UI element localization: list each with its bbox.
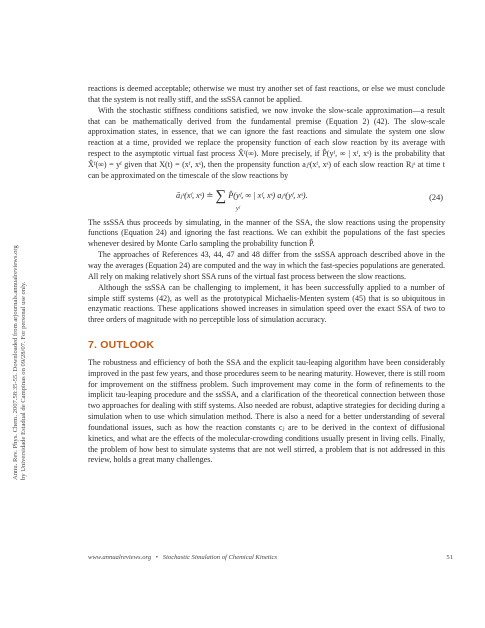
section-heading: 7. OUTLOOK xyxy=(88,339,155,352)
running-title: Stochastic Simulation of Chemical Kinetics xyxy=(162,554,278,561)
download-notice-line-2: by Universidade Estadual de Campinas on 09/28/07. For personal use only. xyxy=(20,281,28,480)
page-footer xyxy=(88,554,453,561)
footer-url: www.annualreviews.org xyxy=(88,554,152,561)
paragraph-outlook: The robustness and efficiency of both the SSA and the explicit tau-leaping algorithm have been considerably improved in the past few years, and those procedures seem to be nearing maturity. However, there is still room for improvement on the stiffness problem. Such improvement may come in the form of refinements to the implicit tau-leaping procedure and the ssSSA, and a clarification of the theoretical connection between those two approaches for dealing with stiff systems. Also needed are robust, adaptive strategies for deciding during a simulation when to use which simulation method. There is also a need for a better understanding of several foundational issues, such as how the reaction constants cⱼ are to be derived in the context of diffusional kinetics, and what are the effects of the molecular-crowding conditions usually present in living cells. Finally, the problem of how best to simulate systems that are not well stirred, a problem that is not addressed in this review, holds a great many challenges. xyxy=(88,357,445,465)
summation-index: yᶠ xyxy=(236,205,240,212)
download-notice xyxy=(12,180,38,480)
paragraph-applications: Although the ssSSA can be challenging to implement, it has been successfully applied to a number of simple stiff systems (42), as well as the prototypical Michaelis-Menten system (45) that is so ubiquitous in enzymatic reactions. These applications showed increases in simulation speed over the exact SSA of two to three orders of magnitude with no perceptible loss of simulation accuracy. xyxy=(88,282,445,325)
paragraph-sssa-procedure: The ssSSA thus proceeds by simulating, in the manner of the SSA, the slow reactions using the propensity functions (Equation 24) and ignoring the fast reactions. We can exhibit the populations of the fast species whenever desired by Monte Carlo sampling the probability function P̂. xyxy=(88,217,445,249)
equation-24 xyxy=(88,185,445,215)
page-number: 51 xyxy=(446,554,453,561)
equation-rhs: P̂(yᶠ, ∞ | xᶠ, xˢ) aⱼˢ(yᶠ, xˢ). xyxy=(228,190,308,200)
paragraph-slow-scale: With the stochastic stiffness conditions satisfied, we now invoke the slow-scale approximation—a result that can be mathematically derived from the fundamental premise (Equation 2) (42). The slow-scale approximation states, in essence, that we can ignore the fast reactions and simulate the system one slow reaction at a time, provided we replace the propensity function of each slow reaction by its average with respect to the asymptotic virtual fast process X̂ᶠ(∞). More precisely, if P̂(yᶠ, ∞ | xᶠ, xˢ) is the probability that X̂ᶠ(∞) = yᶠ given that X(t) = (xᶠ, xˢ), then the propensity function aⱼˢ(xᶠ, xˢ) of each slow reaction Rⱼˢ at time t can be approximated on the timescale of the slow reactions by xyxy=(88,105,445,180)
summation-symbol: ∑ xyxy=(215,187,227,204)
equation-body xyxy=(176,187,308,204)
equation-lhs: āⱼˢ(xᶠ, xˢ) ≐ xyxy=(176,190,214,200)
footer-separator: • xyxy=(155,554,159,561)
paragraph-continued: reactions is deemed acceptable; otherwise we must try another set of fast reactions, or else we must conclude that the system is not really stiff, and the ssSSA cannot be applied. xyxy=(88,84,445,104)
body-text xyxy=(88,84,445,466)
paragraph-references: The approaches of References 43, 44, 47 and 48 differ from the ssSSA approach described above in the way the averages (Equation 24) are computed and the way in which the fast-species populations are generated. All rely on making relatively short SSA runs of the virtual fast process between the slow reactions. xyxy=(88,250,445,281)
download-notice-line-1: Annu. Rev. Phys. Chem. 2007.58:35-55. Downloaded from arjournals.annualreviews.org xyxy=(12,245,19,480)
equation-number: (24) xyxy=(429,192,443,202)
